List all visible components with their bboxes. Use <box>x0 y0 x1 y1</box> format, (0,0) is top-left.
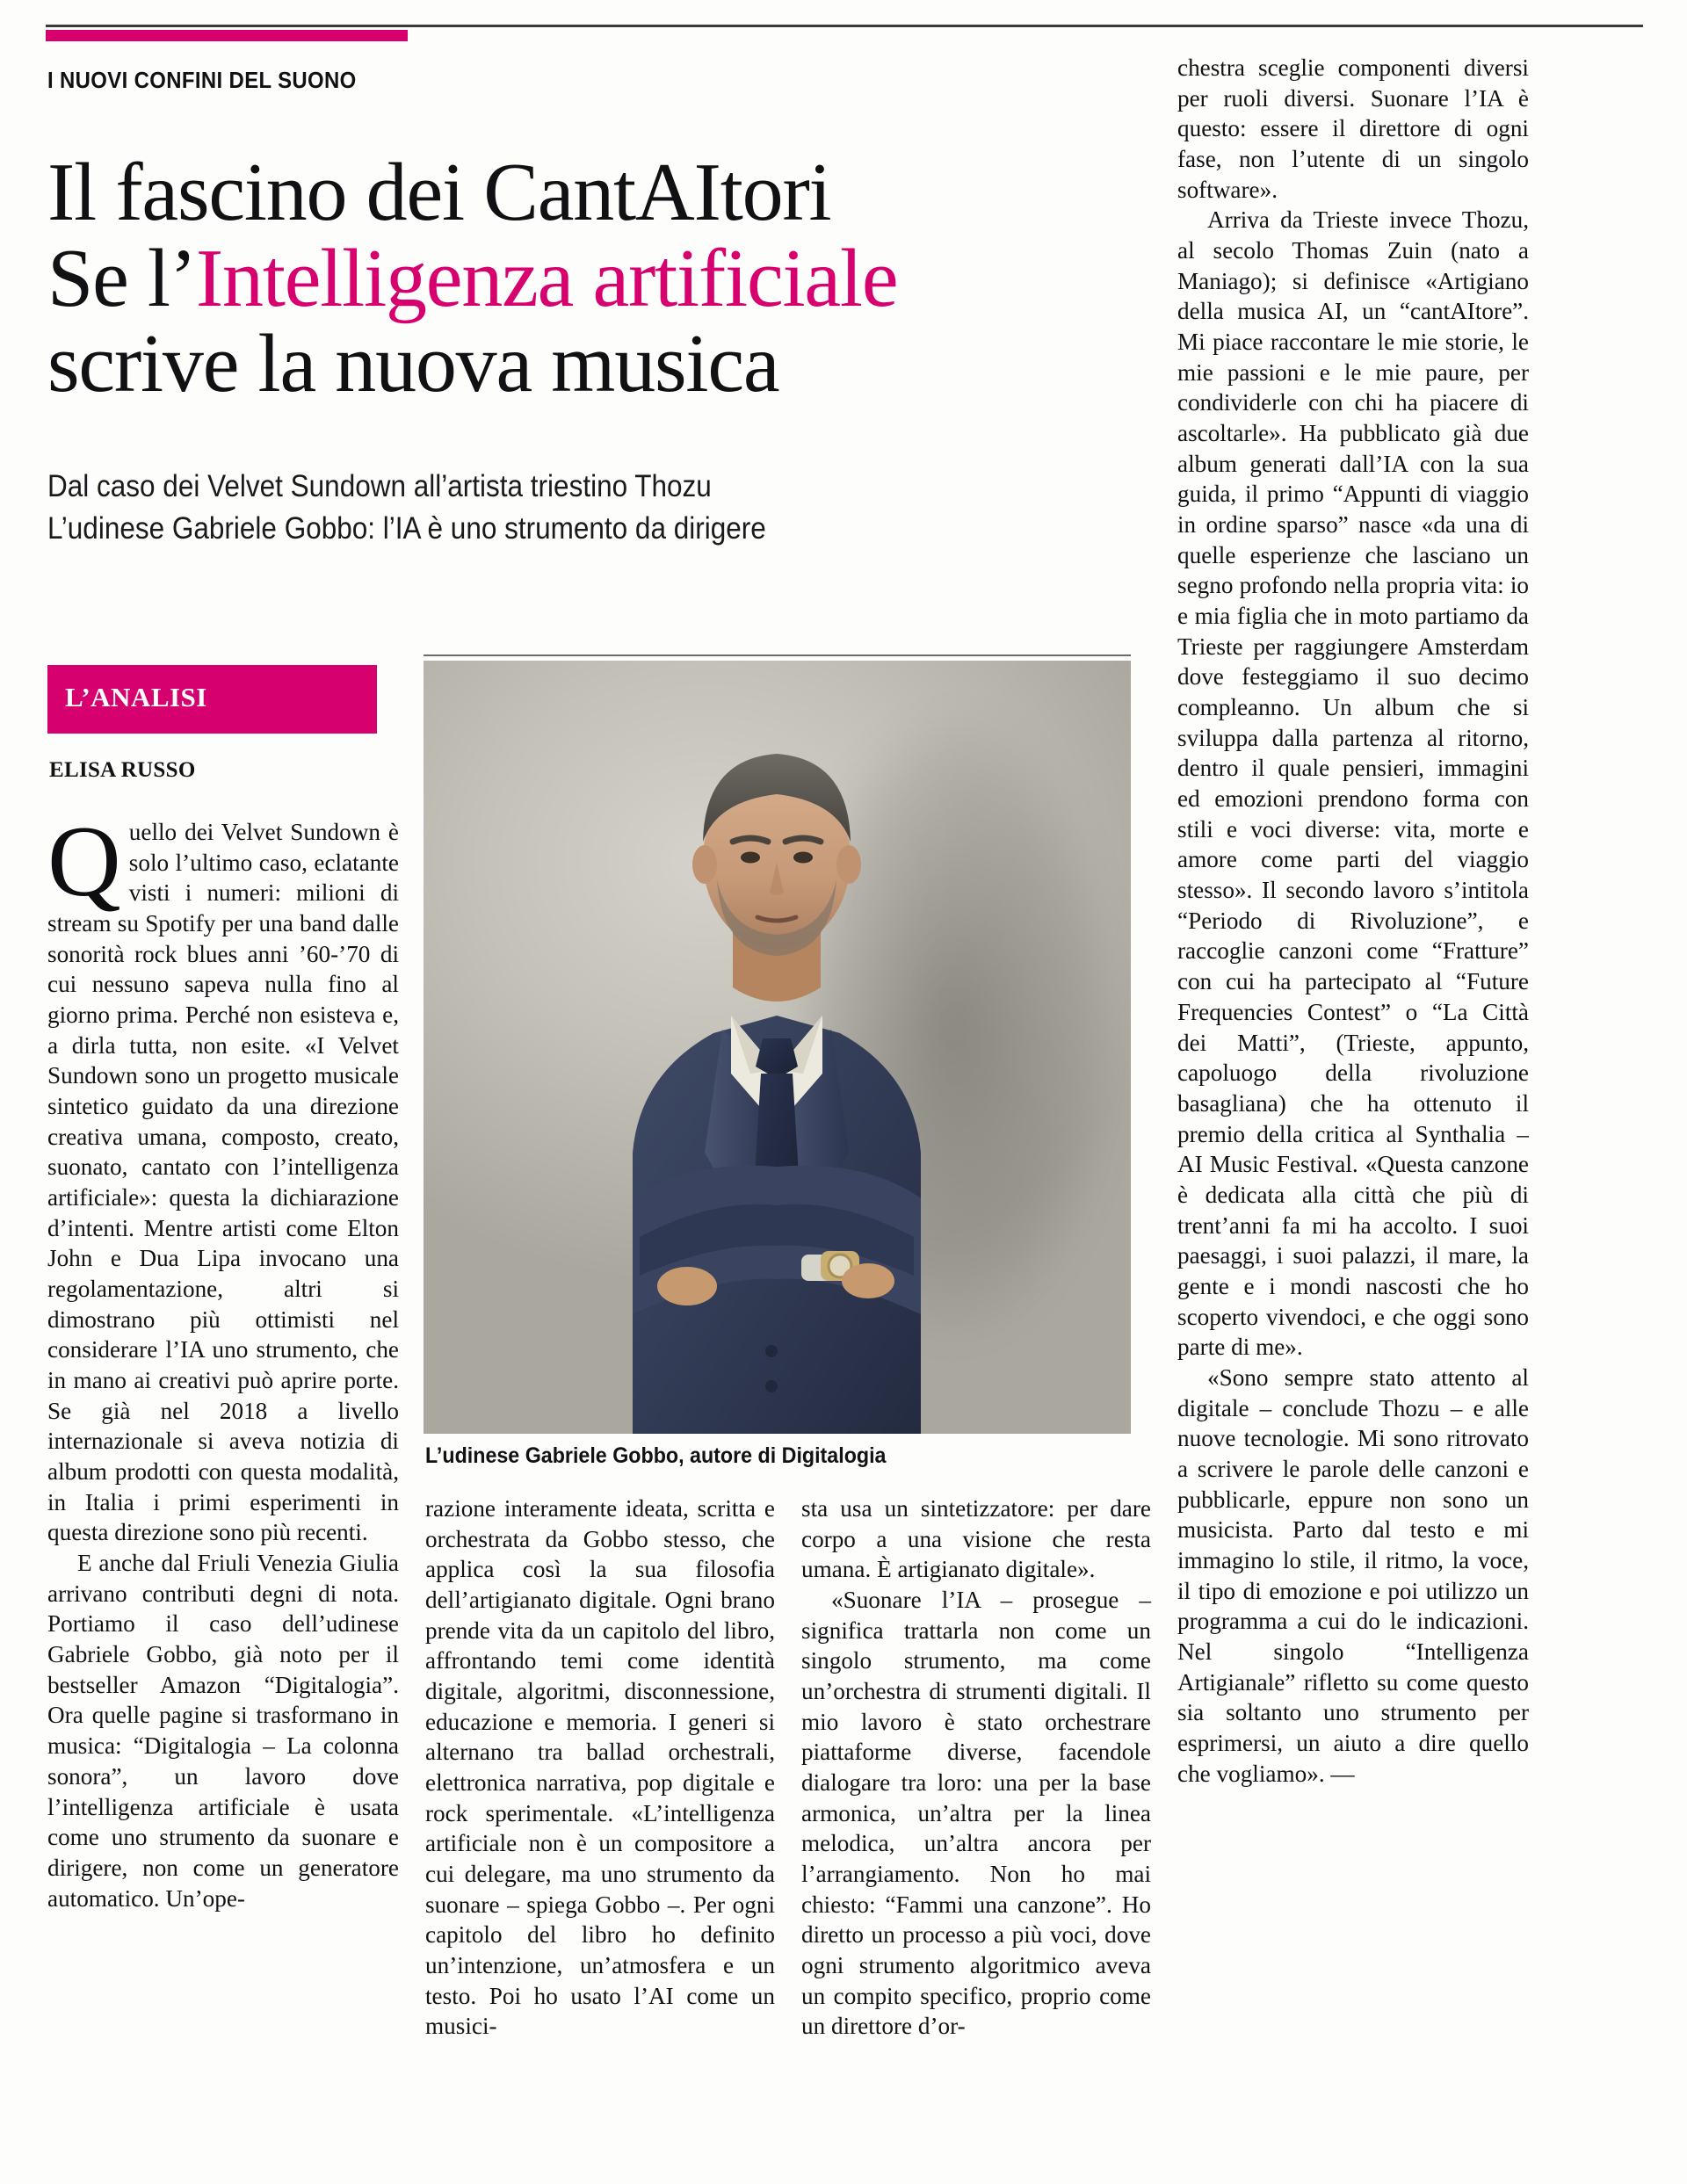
drop-cap: Q <box>47 806 121 918</box>
paragraph-text: uello dei Velvet Sundown è solo l’ultimo caso, eclatante visti i numeri: milioni di stream su Spotify per una band dalle sonorità rock blues anni ’60-’70 di cui nessuno sapeva nulla fino al giorno prima. Perché non esisteva e, a dirla tutta, non esite. «I Velvet Sundown sono un progetto musicale sintetico guidato da una direzione creativa umana, composto, creato, suonato, cantato con l’intelligenza artificiale»: questa la dichiarazione d’intenti. Mentre artisti come Elton John e Dua Lipa invocano una regolamentazione, altri si dimostrano più ottimisti nel considerare l’IA uno strumento, che in mano ai creativi può aprire porte. Se già nel 2018 a livello internazionale si aveva notizia di album prodotti con questa modalità, in Italia i primi esperimenti in questa direzione sono più recenti. <box>47 819 399 1546</box>
photo-top-rule <box>424 654 1131 656</box>
paragraph <box>47 806 399 1548</box>
paragraph: sta usa un sintetizzatore: per dare corpo a una visione che resta umana. È artigianato digitale». <box>801 1495 1151 1583</box>
page-title <box>47 146 1128 410</box>
paragraph: «Suonare l’IA – prosegue – significa trattarla non come un singolo strumento, ma come un’orchestra di strumenti digitali. Il mio lavoro è stato orchestrare piattaforme diverse, facendole dialogare tra loro: una per la base armonica, un’altra per la linea melodica, un’altra ancora per l’arrangiamento. Non ho mai chiesto: “Fammi una canzone”. Ho diretto un processo a più voci, dove ogni strumento algoritmico aveva un compito specifico, proprio come un direttore d’or- <box>801 1587 1151 2040</box>
section-kicker: I NUOVI CONFINI DEL SUONO <box>47 67 357 93</box>
body-column-1 <box>47 806 399 1913</box>
standfirst <box>47 466 1028 551</box>
standfirst-line-1: Dal caso dei Velvet Sundown all’artista triestino Thozu <box>47 469 712 503</box>
standfirst-line-2: L’udinese Gabriele Gobbo: l’IA è uno strumento da dirigere <box>47 511 766 546</box>
headline-line-3: scrive la nuova musica <box>47 318 779 410</box>
headline-line-2-accent: Intelligenza artificiale <box>195 232 898 324</box>
photo-caption: L’udinese Gabriele Gobbo, autore di Digitalogia <box>425 1443 887 1468</box>
accent-pink-bar <box>46 30 408 41</box>
body-column-4 <box>1177 53 1529 1789</box>
body-column-3 <box>801 1493 1151 2042</box>
portrait-figure <box>424 661 1131 1434</box>
article-photo <box>424 661 1131 1434</box>
analysis-badge-label: L’ANALISI <box>65 682 207 712</box>
paragraph: Arriva da Trieste invece Thozu, al secolo Thomas Zuin (nato a Maniago); si definisce «Artigiano della musica AI, un “cantAItore”. Mi piace raccontare le mie storie, le mie passioni e le mie paure, per condividerle con chi ha piacere di ascoltarle». Ha pubblicato già due album generati dall’IA con la sua guida, il primo “Appunti di viaggio in ordine sparso” nasce «da una di quelle esperienze che lasciano un segno profondo nella propria vita: io e mia figlia che in moto partiamo da Trieste per raggiungere Amsterdam dove festeggiamo il suo decimo compleanno. Un album che si sviluppa dalla partenza al ritorno, dentro il quale pensieri, immagini ed emozioni prendono forma con stili e voci diverse: vita, morte e amore come parti del viaggio stesso». Il secondo lavoro s’intitola “Periodo di Rivoluzione”, e raccoglie canzoni come “Fratture” con cui ha partecipato al “Future Frequencies Contest” o “La Città dei Matti”, (Trieste, appunto, capoluogo della rivoluzione basagliana) che ha ottenuto il premio della critica al Synthalia – AI Music Festival. «Questa canzone è dedicata alla città che più di trent’anni fa mi ha accolto. I suoi paesaggi, i suoi palazzi, il mare, la gente e i mondi nascosti che ho scoperto vivendoci, e che oggi sono parte di me». <box>1177 206 1529 1361</box>
top-divider-rule <box>46 25 1643 27</box>
paragraph: E anche dal Friuli Venezia Giulia arrivano contributi degni di nota. Portiamo il caso dell’udinese Gabriele Gobbo, già noto per il bestseller Amazon “Digitalogia”. Ora quelle pagine si trasformano in musica: “Digitalogia – La colonna sonora”, un lavoro dove l’intelligenza artificiale è usata come uno strumento da suonare e dirigere, non come un generatore automatico. Un’ope- <box>47 1550 399 1912</box>
paragraph: chestra sceglie componenti diversi per ruoli diversi. Suonare l’IA è questo: essere il direttore di ogni fase, non l’utente di un singolo software». <box>1177 54 1529 203</box>
article-byline: ELISA RUSSO <box>49 758 196 782</box>
body-column-2 <box>425 1493 775 2042</box>
headline-line-2 <box>47 232 1128 324</box>
headline-line-1: Il fascino dei CantAItori <box>47 146 831 238</box>
headline-line-2-prefix: Se l’ <box>47 232 196 324</box>
paragraph: razione interamente ideata, scritta e orchestrata da Gobbo stesso, che applica così la sua filosofia dell’artigianato digitale. Ogni brano prende vita da un capitolo del libro, affrontando temi come identità digitale, algoritmi, disconnessione, educazione e memoria. I generi si alternano tra ballad orchestrali, elettronica narrativa, pop digitale e rock sperimentale. «L’intelligenza artificiale non è un compositore a cui delegare, ma uno strumento da suonare – spiega Gobbo –. Per ogni capitolo del libro ho definito un’intenzione, un’atmosfera e un testo. Poi ho usato l’AI come un musici- <box>425 1495 775 2040</box>
paragraph: «Sono sempre stato attento al digitale – conclude Thozu – e alle nuove tecnologie. Mi sono ritrovato a scrivere le parole delle canzoni e pubblicarle, eppure non sono un musicista. Parto dal testo e mi immagino lo stile, il ritmo, la voce, il tipo di emozione e poi utilizzo un programma a cui do le indicazioni. Nel singolo “Intelligenza Artigianale” rifletto su come questo sia soltanto uno strumento per esprimersi, un aiuto a dire quello che vogliamo». — <box>1177 1363 1529 1787</box>
analysis-badge <box>47 665 377 734</box>
